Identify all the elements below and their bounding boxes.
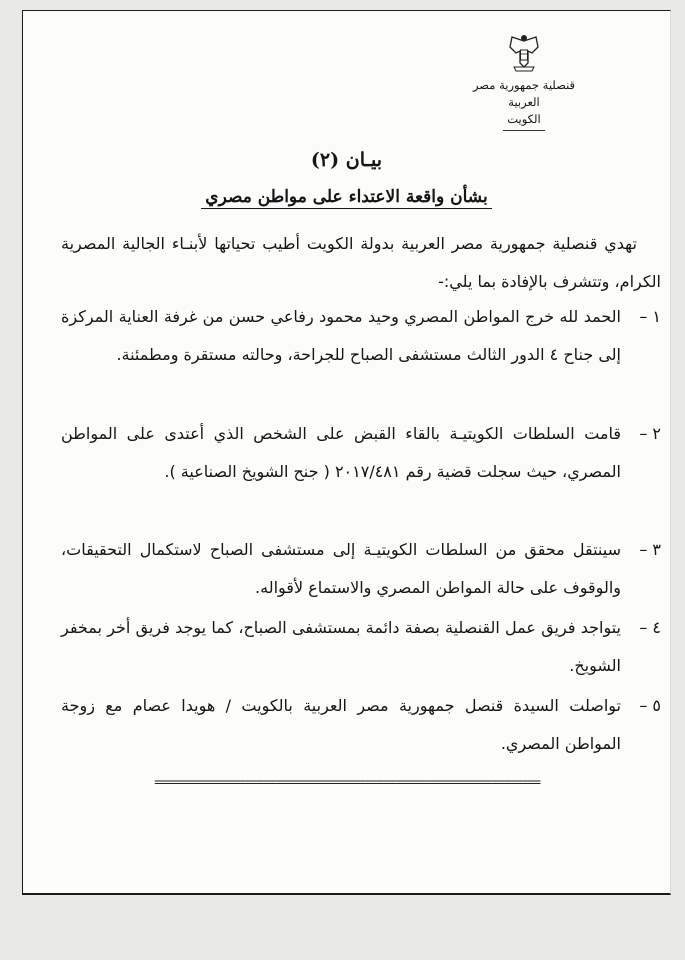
letterhead bbox=[456, 33, 592, 131]
list-item-number: ١ – bbox=[639, 307, 661, 326]
list-item bbox=[61, 531, 661, 607]
list-item-number: ٢ – bbox=[639, 424, 661, 443]
document-page bbox=[22, 10, 671, 895]
consulate-name: قنصلية جمهورية مصر العربية bbox=[472, 78, 576, 109]
list-item-number: ٤ – bbox=[639, 618, 661, 637]
list-item-number: ٥ – bbox=[639, 696, 661, 715]
list-item bbox=[61, 298, 661, 374]
consulate-city: الكويت bbox=[503, 111, 544, 131]
list-item-text: قامت السلطات الكويتيـة بالقاء القبض على الشخص الذي أعتدى على المواطن المصري، حيث سجلت قضية رقم ٢٠١٧/٤٨١ ( جنح الشويخ الصناعية ). bbox=[61, 424, 621, 481]
list-item-text: يتواجد فريق عمل القنصلية بصفة دائمة بمستشفى الصباح، كما يوجد فريق أخر بمخفر الشويخ. bbox=[61, 618, 621, 675]
statement-title: بيـان (٢) bbox=[310, 149, 383, 171]
list-item-text: الحمد لله خرج المواطن المصري وحيد محمود رفاعي حسن من غرفة العناية المركزة إلى جناح ٤ الدور الثالث مستشفى الصباح للجراحة، وحالته مستقرة ومطمئنة. bbox=[61, 307, 621, 364]
list-item bbox=[61, 415, 661, 491]
list-item-text: سينتقل محقق من السلطات الكويتيـة إلى مستشفى الصباح لاستكمال التحقيقات، والوقوف على حالة المواطن المصري والاستماع لأقواله. bbox=[61, 540, 621, 597]
list-item-text: تواصلت السيدة قنصل جمهورية مصر العربية بالكويت / هويدا عصام مع زوجة المواطن المصري. bbox=[61, 696, 621, 753]
eagle-emblem-icon bbox=[508, 33, 540, 73]
statement-subtitle: بشأن واقعة الاعتداء على مواطن مصري bbox=[201, 187, 491, 209]
list-item-number: ٣ – bbox=[639, 540, 661, 559]
intro-paragraph: تهدي قنصلية جمهورية مصر العربية بدولة الكويت أطيب تحياتها لأبنـاء الجالية المصرية الكرام، وتتشرف بالإفادة بما يلي:- bbox=[61, 234, 661, 291]
closing-separator: ================================================================ bbox=[154, 775, 540, 789]
list-item bbox=[61, 687, 661, 763]
list-item bbox=[61, 609, 661, 685]
